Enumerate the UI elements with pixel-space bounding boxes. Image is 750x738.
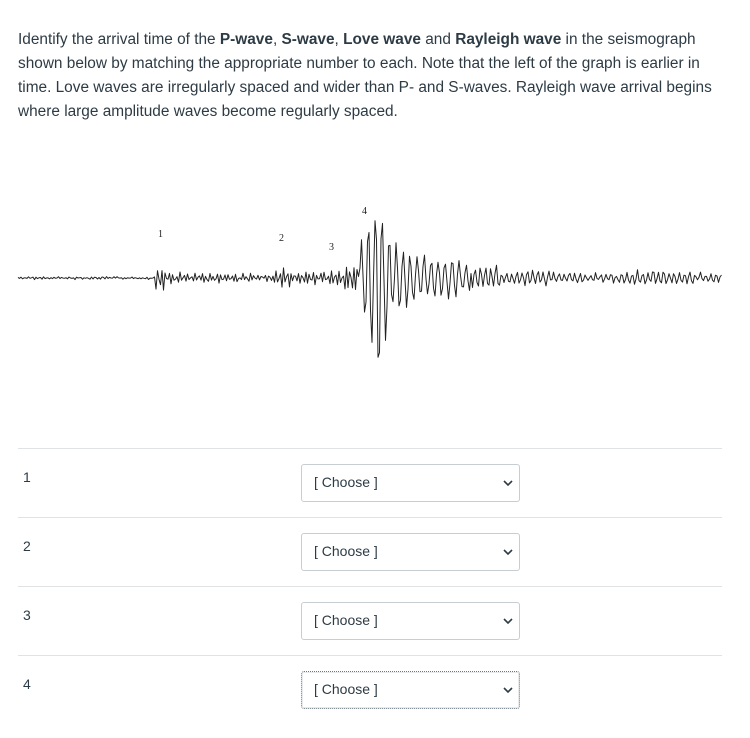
match-row-number: 3: [23, 607, 31, 623]
answer-select-4[interactable]: [301, 671, 520, 709]
seismograph-label-1: 1: [158, 229, 163, 240]
love-wave-term: Love wave: [343, 31, 421, 48]
seismograph-label-3: 3: [329, 242, 334, 253]
answer-select-3[interactable]: [301, 602, 520, 640]
match-row-number: 4: [23, 676, 31, 692]
select-value: [ Choose ]: [314, 612, 378, 628]
answer-select-1[interactable]: [301, 464, 520, 502]
question-segment: ,: [334, 31, 344, 48]
seismograph-label-2: 2: [279, 233, 284, 244]
question-segment: Identify the arrival time of the: [18, 31, 220, 48]
chevron-down-icon: [503, 548, 513, 556]
s-wave-term: S-wave: [281, 31, 335, 48]
match-row: [18, 655, 722, 724]
question-segment: ,: [272, 31, 282, 48]
select-value: [ Choose ]: [314, 474, 378, 490]
seismograph-label-4: 4: [362, 206, 367, 217]
match-row: [18, 586, 722, 655]
match-row-number: 2: [23, 538, 31, 554]
select-value: [ Choose ]: [314, 543, 378, 559]
chevron-down-icon: [503, 479, 513, 487]
question-text: [18, 28, 732, 124]
seismograph-svg: [0, 150, 750, 410]
match-row: [18, 517, 722, 586]
match-row: [18, 448, 722, 517]
p-wave-term: P-wave: [219, 31, 273, 48]
chevron-down-icon: [503, 686, 513, 694]
match-row-number: 1: [23, 469, 31, 485]
rayleigh-wave-term: Rayleigh wave: [455, 31, 562, 48]
matching-table: [18, 448, 722, 724]
seismograph-image: [0, 150, 750, 410]
question-segment: in the seismograph shown below by matching the appropriate number to each. Note that the left of the graph is earlier in time. Love waves are irregularly spaced and wider than P- and S-waves. Rayleigh wave arrival begins where large amplitude waves become regularly spaced.: [18, 31, 712, 120]
select-value: [ Choose ]: [314, 681, 378, 697]
seismograph-trace: [18, 221, 722, 358]
chevron-down-icon: [503, 617, 513, 625]
question-segment: and: [420, 31, 456, 48]
answer-select-2[interactable]: [301, 533, 520, 571]
